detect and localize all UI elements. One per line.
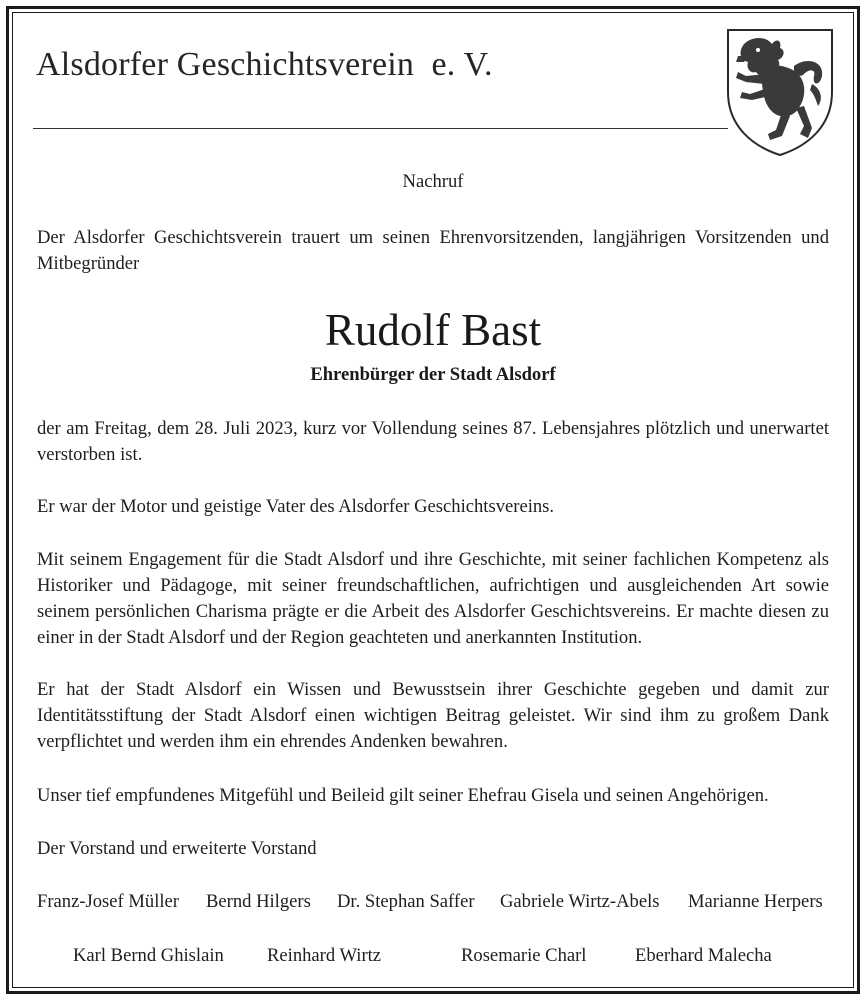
signatory-name: Dr. Stephan Saffer [337, 891, 475, 912]
header-divider [33, 128, 728, 129]
signatory-name: Bernd Hilgers [206, 891, 311, 912]
notice-heading: Nachruf [402, 171, 464, 192]
motor-paragraph: Er war der Motor und geistige Vater des Alsdorfer Geschichtsvereins. [37, 496, 555, 517]
board-line: Der Vorstand und erweiterte Vorstand [37, 838, 317, 859]
signatory-name: Karl Bernd Ghislain [73, 945, 224, 966]
knowledge-paragraph: Er hat der Stadt Alsdorf ein Wissen und Bewusstsein ihrer Geschichte gegeben und damit zur Identitätsstiftung der Stadt Alsdorf einen wichtigen Beitrag geleistet. Wir sind ihm zu großem Dank verpflichtet und werden ihm ein ehrendes Andenken bewahren. [37, 679, 829, 752]
organization-title: Alsdorfer Geschichtsverein e. V. [36, 46, 493, 83]
signatory-name: Marianne Herpers [688, 891, 823, 912]
honorary-title: Ehrenbürger der Stadt Alsdorf [310, 364, 556, 385]
signatory-name: Eberhard Malecha [635, 945, 772, 966]
lion-coat-of-arms-icon [724, 26, 836, 158]
intro-paragraph: Der Alsdorfer Geschichtsverein trauert um seinen Ehrenvorsitzenden, langjährigen Vorsitzenden und Mitbegründer [37, 227, 829, 274]
condolence-paragraph: Unser tief empfundenes Mitgefühl und Beileid gilt seiner Ehefrau Gisela und seinen Angehörigen. [37, 785, 769, 806]
death-paragraph: der am Freitag, dem 28. Juli 2023, kurz vor Vollendung seines 87. Lebensjahres plötzlich und unerwartet verstorben ist. [37, 418, 829, 465]
engagement-paragraph: Mit seinem Engagement für die Stadt Alsdorf und ihre Geschichte, mit seiner fachlichen Kompetenz als Historiker und Pädagoge, mit seiner freundschaftlichen, aufrichtigen und ausgleichenden Art sowie seinem persönlichen Charisma prägte er die Arbeit des Alsdorfer Geschichtsvereins. Er machte diesen zu einer in der Stadt Alsdorf und der Region geachteten und anerkannten Institution. [37, 549, 829, 648]
signatory-name: Rosemarie Charl [461, 945, 587, 966]
signatory-name: Reinhard Wirtz [267, 945, 382, 966]
signatory-name: Gabriele Wirtz-Abels [500, 891, 660, 912]
signatory-name: Franz-Josef Müller [37, 891, 179, 912]
deceased-name: Rudolf Bast [324, 305, 542, 355]
